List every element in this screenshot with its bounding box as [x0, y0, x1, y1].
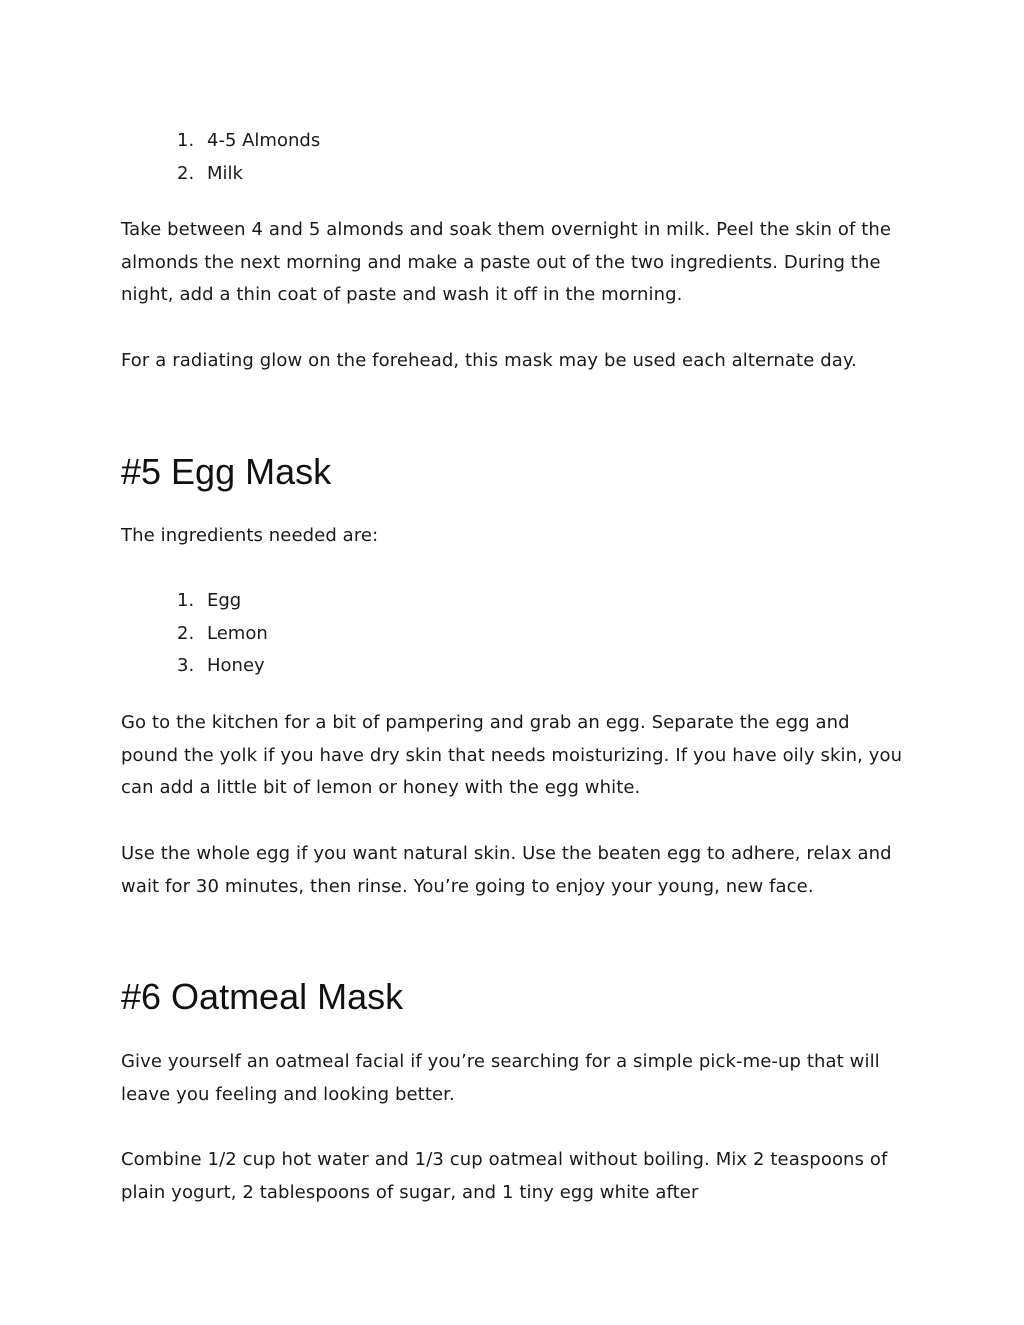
list-item [121, 618, 268, 651]
paragraph-oatmeal-intro: Give yourself an oatmeal facial if you’re searching for a simple pick-me-up that will leave you feeling and looking better. [121, 1051, 880, 1105]
paragraph-oatmeal-instructions: Combine 1/2 cup hot water and 1/3 cup oatmeal without boiling. Mix 2 teaspoons of plain yogurt, 2 tablespoons of sugar, and 1 tiny egg white after [121, 1149, 888, 1203]
list-item-text: Milk [207, 162, 243, 184]
ingredients-list-egg [121, 585, 268, 683]
list-number: 3. [177, 655, 195, 677]
section-heading-oatmeal-mask: #6 Oatmeal Mask [121, 976, 404, 1017]
paragraph-egg-usage: Use the whole egg if you want natural skin. Use the beaten egg to adhere, relax and wait for 30 minutes, then rinse. You’re going to enjoy your young, new face. [121, 843, 892, 897]
list-item-text: Honey [207, 655, 265, 677]
list-item-text: 4-5 Almonds [207, 130, 321, 151]
ingredients-list-almond [121, 125, 320, 190]
paragraph-egg-intro: The ingredients needed are: [121, 525, 379, 546]
list-item-text: Egg [207, 590, 242, 611]
section-heading-egg-mask: #5 Egg Mask [121, 451, 332, 492]
list-number: 2. [177, 162, 195, 184]
list-item [121, 650, 268, 683]
list-number: 2. [177, 622, 195, 644]
list-item [121, 585, 268, 618]
paragraph-almond-usage: For a radiating glow on the forehead, this mask may be used each alternate day. [121, 350, 857, 371]
list-number: 1. [177, 590, 195, 611]
list-item-text: Lemon [207, 622, 268, 644]
paragraph-egg-instructions: Go to the kitchen for a bit of pampering and grab an egg. Separate the egg and pound the yolk if you have dry skin that needs moisturizing. If you have oily skin, you can add a little bit of lemon or honey with the egg white. [121, 712, 903, 799]
list-item [121, 125, 320, 158]
list-number: 1. [177, 130, 195, 151]
list-item [121, 158, 320, 191]
paragraph-almond-instructions: Take between 4 and 5 almonds and soak them overnight in milk. Peel the skin of the almonds the next morning and make a paste out of the two ingredients. During the night, add a thin coat of paste and wash it off in the morning. [121, 219, 892, 306]
